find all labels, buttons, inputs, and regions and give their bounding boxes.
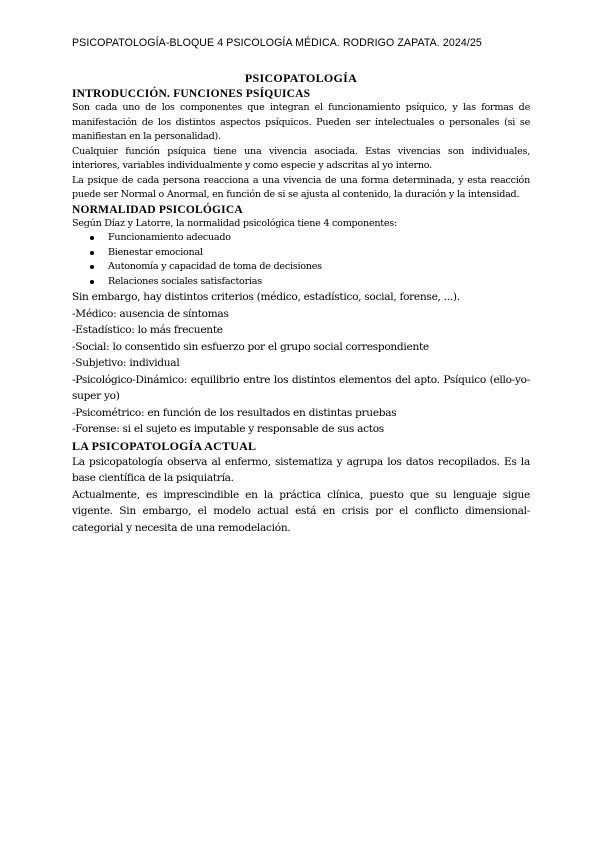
actual-paragraph: La psicopatología observa al enfermo, sistematiza y agrupa los datos recopilados. Es la base científica de la psiquiatría. xyxy=(72,455,530,484)
actual-paragraph: Actualmente, es imprescindible en la práctica clínica, puesto que su lenguaje sigue vigente. Sin embargo, el modelo actual está en crisis por el conflicto dimensional-categorial y necesita de una remodelación. xyxy=(72,488,530,534)
bullet-icon xyxy=(90,280,94,284)
criteria-item: -Médico: ausencia de síntomas xyxy=(72,307,229,320)
list-item: Bienestar emocional xyxy=(90,246,530,261)
page-title: PSICOPATOLOGÍA xyxy=(244,71,358,85)
intro-paragraph: Son cada uno de los componentes que integran el funcionamiento psíquico, y las formas de manifestación de los distintos aspectos psíquicos. Pueden ser intelectuales o personales (si se manifiestan en la personalidad). xyxy=(72,102,530,142)
bullet-icon xyxy=(90,265,94,269)
components-list xyxy=(72,231,530,289)
criteria-item: -Psicométrico: en función de los resultados en distintas pruebas xyxy=(72,406,397,419)
section-heading-intro: INTRODUCCIÓN. FUNCIONES PSÍQUICAS xyxy=(72,88,311,100)
criteria-item: -Forense: si el sujeto es imputable y responsable de sus actos xyxy=(72,423,384,435)
bullet-icon xyxy=(90,251,94,255)
criteria-item: -Subjetivo: individual xyxy=(72,357,180,369)
criteria-item: -Social: lo consentido sin esfuerzo por el grupo social correspondiente xyxy=(72,340,429,353)
document-body xyxy=(72,71,530,536)
criteria-intro: Sin embargo, hay distintos criterios (médico, estadístico, social, forense, ...). xyxy=(72,291,460,303)
section-heading-normalidad: NORMALIDAD PSICOLÓGICA xyxy=(72,203,243,216)
list-item: Autonomía y capacidad de toma de decisiones xyxy=(90,260,530,275)
list-item: Relaciones sociales satisfactorias xyxy=(90,275,530,290)
bullet-icon xyxy=(90,236,94,240)
intro-paragraph: Cualquier función psíquica tiene una vivencia asociada. Estas vivencias son individuales, interiores, variables individualmente y como especie y adscritas al yo interno. xyxy=(72,145,530,171)
section-heading-actual: LA PSICOPATOLOGÍA ACTUAL xyxy=(72,438,257,453)
running-header: PSICOPATOLOGÍA-BLOQUE 4 PSICOLOGÍA MÉDICA. RODRIGO ZAPATA. 2024/25 xyxy=(72,37,482,49)
criteria-item: -Psicológico-Dinámico: equilibrio entre los distintos elementos del apto. Psíquico (ello-yo-super yo) xyxy=(72,373,530,402)
normalidad-intro: Según Díaz y Latorre, la normalidad psicológica tiene 4 componentes: xyxy=(72,217,397,229)
list-item: Funcionamiento adecuado xyxy=(90,231,530,246)
intro-paragraph: La psique de cada persona reacciona a una vivencia de una forma determinada, y esta reacción puede ser Normal o Anormal, en función de si se ajusta al contenido, la duración y la intensidad. xyxy=(72,174,530,200)
criteria-item: -Estadístico: lo más frecuente xyxy=(72,324,223,336)
